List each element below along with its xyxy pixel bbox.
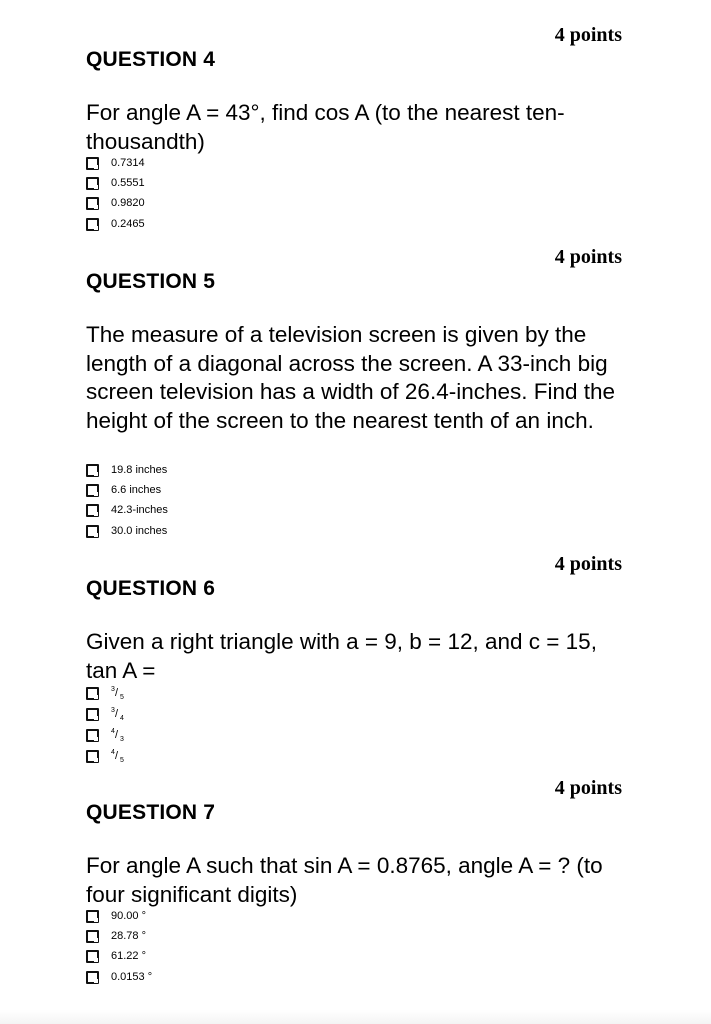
checkbox[interactable] [86,464,99,477]
option-label: 42.3-inches [111,504,168,516]
q6-option-2[interactable] [86,705,131,723]
q7-points: 4 points [554,777,622,799]
q6-option-4[interactable] [86,747,131,765]
option-label: 28.78 ° [111,930,146,942]
q5-option-4[interactable] [86,522,167,540]
option-label: 0.5551 [111,177,145,189]
numerator: 4 [111,728,115,735]
fraction: 4 / 3 [111,728,131,742]
q5-option-2[interactable] [86,481,161,499]
q6-title: QUESTION 6 [86,577,216,600]
numerator: 4 [111,749,115,756]
q5-points: 4 points [554,246,622,268]
checkbox[interactable] [86,950,99,963]
q7-title: QUESTION 7 [86,801,216,824]
page-bottom-edge [0,1010,711,1024]
fraction: 3 / 5 [111,686,131,700]
q4-option-1[interactable] [86,154,145,172]
checkbox[interactable] [86,708,99,721]
numerator: 3 [111,707,115,714]
checkbox[interactable] [86,525,99,538]
checkbox[interactable] [86,218,99,231]
q5-option-1[interactable] [86,461,167,479]
q7-option-2[interactable] [86,927,146,945]
q4-points: 4 points [554,24,622,46]
denominator: 5 [120,694,124,701]
option-label: 0.7314 [111,157,145,169]
denominator: 5 [120,757,124,764]
checkbox[interactable] [86,177,99,190]
q4-title: QUESTION 4 [86,48,216,71]
q4-option-4[interactable] [86,215,145,233]
numerator: 3 [111,686,115,693]
q7-option-3[interactable] [86,947,146,965]
denominator: 4 [120,715,124,722]
option-label: 90.00 ° [111,910,146,922]
checkbox[interactable] [86,197,99,210]
denominator: 3 [120,736,124,743]
q6-option-3[interactable] [86,726,131,744]
option-label: 0.0153 ° [111,971,153,983]
checkbox[interactable] [86,971,99,984]
option-label: 0.2465 [111,218,145,230]
q6-option-1[interactable] [86,684,131,702]
q7-option-4[interactable] [86,968,152,986]
checkbox[interactable] [86,504,99,517]
q6-points: 4 points [554,553,622,575]
q4-text: For angle A = 43°, find cos A (to the nearest ten-thousandth) [86,100,565,154]
option-label: 19.8 inches [111,464,168,476]
q5-text: The measure of a television screen is given by the length of a diagonal across the screen. A 33-inch big screen television has a width of 26.4-inches. Find the height of the screen to the nearest tenth of an inch. [86,322,616,433]
q4-option-2[interactable] [86,174,145,192]
checkbox[interactable] [86,157,99,170]
q5-option-3[interactable] [86,501,168,519]
checkbox[interactable] [86,687,99,700]
checkbox[interactable] [86,729,99,742]
checkbox[interactable] [86,484,99,497]
checkbox[interactable] [86,910,99,923]
checkbox[interactable] [86,930,99,943]
q4-option-3[interactable] [86,194,145,212]
q7-text: For angle A such that sin A = 0.8765, angle A = ? (to four significant digits) [86,853,603,907]
fraction: 4 / 5 [111,749,131,763]
option-label: 6.6 inches [111,484,162,496]
q6-text: Given a right triangle with a = 9, b = 12, and c = 15, tan A = [86,629,597,683]
q5-title: QUESTION 5 [86,270,216,293]
option-label: 61.22 ° [111,950,146,962]
fraction: 3 / 4 [111,707,131,721]
checkbox[interactable] [86,750,99,763]
option-label: 0.9820 [111,197,145,209]
q7-option-1[interactable] [86,907,146,925]
option-label: 30.0 inches [111,525,168,537]
